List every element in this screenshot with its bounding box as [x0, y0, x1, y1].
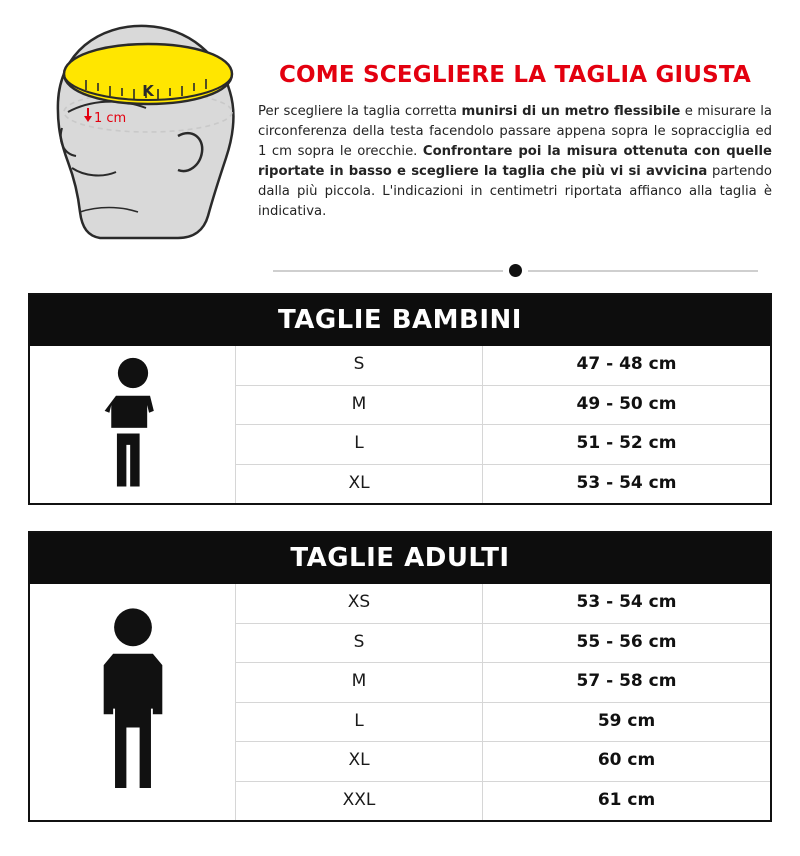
intro-text-1: Per scegliere la taglia corretta	[258, 104, 462, 119]
table-row	[236, 584, 770, 624]
children-table-title: TAGLIE BAMBINI	[30, 295, 770, 346]
table-row	[236, 465, 770, 504]
intro-bold-2: Confrontare poi la misura ottenuta con quelle riportate in basso e scegliere la taglia che più vi si avvicina	[258, 144, 772, 180]
table-row	[236, 703, 770, 743]
children-size-table	[28, 293, 772, 505]
size-measure: 53 - 54 cm	[576, 472, 677, 493]
size-measure: 61 cm	[597, 789, 656, 810]
size-label: M	[236, 663, 483, 702]
svg-text:K: K	[142, 82, 154, 100]
children-rows	[236, 346, 770, 503]
size-label: XS	[236, 584, 483, 623]
intro-paragraph	[258, 102, 772, 222]
measuring-tape-icon	[64, 44, 232, 104]
size-measure: 53 - 54 cm	[576, 592, 677, 613]
table-row	[236, 386, 770, 426]
size-measure: 60 cm	[597, 750, 656, 771]
table-row	[236, 663, 770, 703]
size-measure: 49 - 50 cm	[576, 393, 677, 414]
divider-line-left	[273, 270, 503, 272]
size-measure: 47 - 48 cm	[576, 354, 677, 374]
size-label: XXL	[236, 782, 483, 821]
size-measure: 59 cm	[597, 710, 656, 731]
table-row	[236, 624, 770, 664]
size-measure: 57 - 58 cm	[576, 671, 677, 692]
divider-line-right	[528, 270, 758, 272]
size-measure: 55 - 56 cm	[576, 631, 677, 652]
head-measurement-illustration	[28, 10, 248, 250]
section-divider	[28, 264, 772, 277]
divider-dot	[509, 264, 522, 277]
size-label: S	[236, 624, 483, 663]
intro-section	[28, 0, 772, 250]
table-row	[236, 346, 770, 386]
size-measure: 51 - 52 cm	[576, 433, 677, 454]
size-label: L	[236, 703, 483, 742]
table-row	[236, 782, 770, 821]
adult-table-title: TAGLIE ADULTI	[30, 533, 770, 584]
page-title: COME SCEGLIERE LA TAGLIA GIUSTA	[278, 62, 752, 88]
child-figure-cell	[30, 346, 236, 503]
table-row	[236, 425, 770, 465]
table-row	[236, 742, 770, 782]
intro-bold-1: munirsi di un metro flessibile	[461, 104, 681, 119]
size-label: M	[236, 386, 483, 425]
child-figure-icon	[81, 352, 185, 498]
adult-figure-cell	[30, 584, 236, 820]
intro-text-block	[248, 10, 772, 222]
adult-rows	[236, 584, 770, 820]
intro-text-3: partendo dalla più piccola. L'indicazioni in centimetri riportata affianco alla taglia è indicativa.	[258, 164, 772, 220]
size-label: S	[236, 346, 483, 385]
adult-size-table	[28, 531, 772, 822]
one-cm-label: 1 cm	[94, 111, 127, 126]
intro-text-2: e misurare la circonferenza della testa facendolo passare appena sopra le sopracciglia ed 1 cm sopra le orecchie.	[258, 104, 772, 160]
size-label: XL	[236, 742, 483, 781]
size-label: XL	[236, 465, 483, 504]
size-label: L	[236, 425, 483, 464]
adult-figure-icon	[81, 599, 185, 805]
